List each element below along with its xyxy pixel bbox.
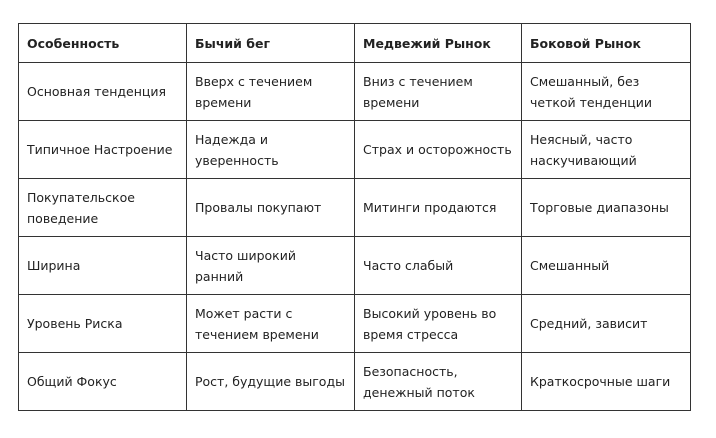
table-cell: Смешанный, без четкой тенденции <box>522 63 691 121</box>
table-cell: Неясный, часто наскучивающий <box>522 121 691 179</box>
header-sideways-market: Боковой Рынок <box>522 24 691 63</box>
table-row <box>19 179 691 237</box>
table-cell: Рост, будущие выгоды <box>187 353 355 411</box>
table-cell: Типичное Настроение <box>19 121 187 179</box>
table-header-row <box>19 24 691 63</box>
table-cell: Провалы покупают <box>187 179 355 237</box>
table-cell: Часто слабый <box>355 237 522 295</box>
table-cell: Покупательское поведение <box>19 179 187 237</box>
table-cell: Основная тенденция <box>19 63 187 121</box>
header-feature: Особенность <box>19 24 187 63</box>
table-cell: Надежда и уверенность <box>187 121 355 179</box>
table-cell: Смешанный <box>522 237 691 295</box>
table-row <box>19 295 691 353</box>
table-cell: Безопасность, денежный поток <box>355 353 522 411</box>
table-row <box>19 121 691 179</box>
table-cell: Уровень Риска <box>19 295 187 353</box>
comparison-table <box>18 23 691 411</box>
table-cell: Торговые диапазоны <box>522 179 691 237</box>
table-cell: Вверх с течением времени <box>187 63 355 121</box>
table-cell: Краткосрочные шаги <box>522 353 691 411</box>
table-cell: Вниз с течением времени <box>355 63 522 121</box>
table-cell: Страх и осторожность <box>355 121 522 179</box>
table-cell: Общий Фокус <box>19 353 187 411</box>
table-cell: Митинги продаются <box>355 179 522 237</box>
table-row <box>19 63 691 121</box>
header-bear-market: Медвежий Рынок <box>355 24 522 63</box>
table-cell: Средний, зависит <box>522 295 691 353</box>
header-bull-run: Бычий бег <box>187 24 355 63</box>
table-row <box>19 237 691 295</box>
table-cell: Ширина <box>19 237 187 295</box>
table-cell: Часто широкий ранний <box>187 237 355 295</box>
table-cell: Высокий уровень во время стресса <box>355 295 522 353</box>
table-cell: Может расти с течением времени <box>187 295 355 353</box>
table-row <box>19 353 691 411</box>
